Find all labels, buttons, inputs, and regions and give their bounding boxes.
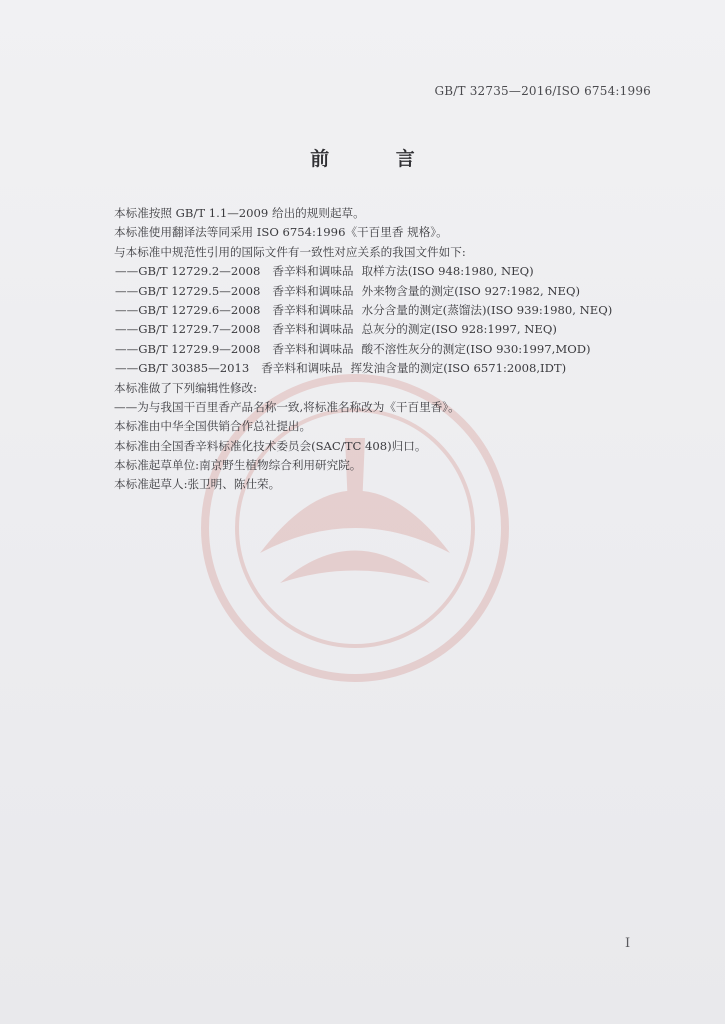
standard-code: GB/T 32735—2016/ISO 6754:1996 [434,84,651,98]
reference-subject: 挥发油含量的测定(ISO 6571:2008,IDT) [350,361,567,376]
reference-std: ——GB/T 12729.9—2008 [115,341,261,356]
reference-item [114,262,674,281]
reference-name: 香辛料和调味品 [272,264,354,279]
reference-name: 香辛料和调味品 [272,302,354,317]
reference-name: 香辛料和调味品 [261,361,343,376]
reference-item [114,282,674,301]
reference-std: ——GB/T 30385—2013 [115,361,250,376]
reference-name: 香辛料和调味品 [272,283,354,298]
reference-subject: 酸不溶性灰分的测定(ISO 930:1997,MOD) [361,341,591,356]
reference-std: ——GB/T 12729.5—2008 [115,283,261,298]
document-body [114,204,674,495]
page-number: Ⅰ [625,936,631,951]
paragraph: 与本标准中规范性引用的国际文件有一致性对应关系的我国文件如下: [114,244,466,259]
paragraph: 本标准按照 GB/T 1.1—2009 给出的规则起草。 [114,206,365,220]
reference-item [114,359,674,378]
reference-subject: 水分含量的测定(蒸馏法)(ISO 939:1980, NEQ) [361,302,613,317]
reference-item [114,320,674,339]
reference-item [114,340,674,359]
paragraph: 本标准由中华全国供销合作总社提出。 [114,419,312,434]
page-title: 前 言 [310,148,445,170]
reference-name: 香辛料和调味品 [272,341,354,356]
paragraph: 本标准使用翻译法等同采用 ISO 6754:1996《干百里香 规格》。 [114,225,448,240]
paragraph: ——为与我国干百里香产品名称一致,将标准名称改为《干百里香》。 [114,399,460,414]
reference-std: ——GB/T 12729.6—2008 [115,302,261,317]
reference-std: ——GB/T 12729.7—2008 [115,322,261,337]
reference-subject: 总灰分的测定(ISO 928:1997, NEQ) [361,322,557,337]
paragraph: 本标准由全国香辛料标准化技术委员会(SAC/TC 408)归口。 [114,438,427,453]
reference-subject: 外来物含量的测定(ISO 927:1982, NEQ) [361,283,581,298]
reference-std: ——GB/T 12729.2—2008 [115,264,261,279]
paragraph: 本标准做了下列编辑性修改: [114,380,258,395]
reference-item [114,301,674,320]
paragraph: 本标准起草单位:南京野生植物综合利用研究院。 [114,458,362,473]
reference-name: 香辛料和调味品 [272,322,354,337]
reference-subject: 取样方法(ISO 948:1980, NEQ) [361,264,534,279]
paragraph: 本标准起草人:张卫明、陈仕荣。 [114,477,281,492]
